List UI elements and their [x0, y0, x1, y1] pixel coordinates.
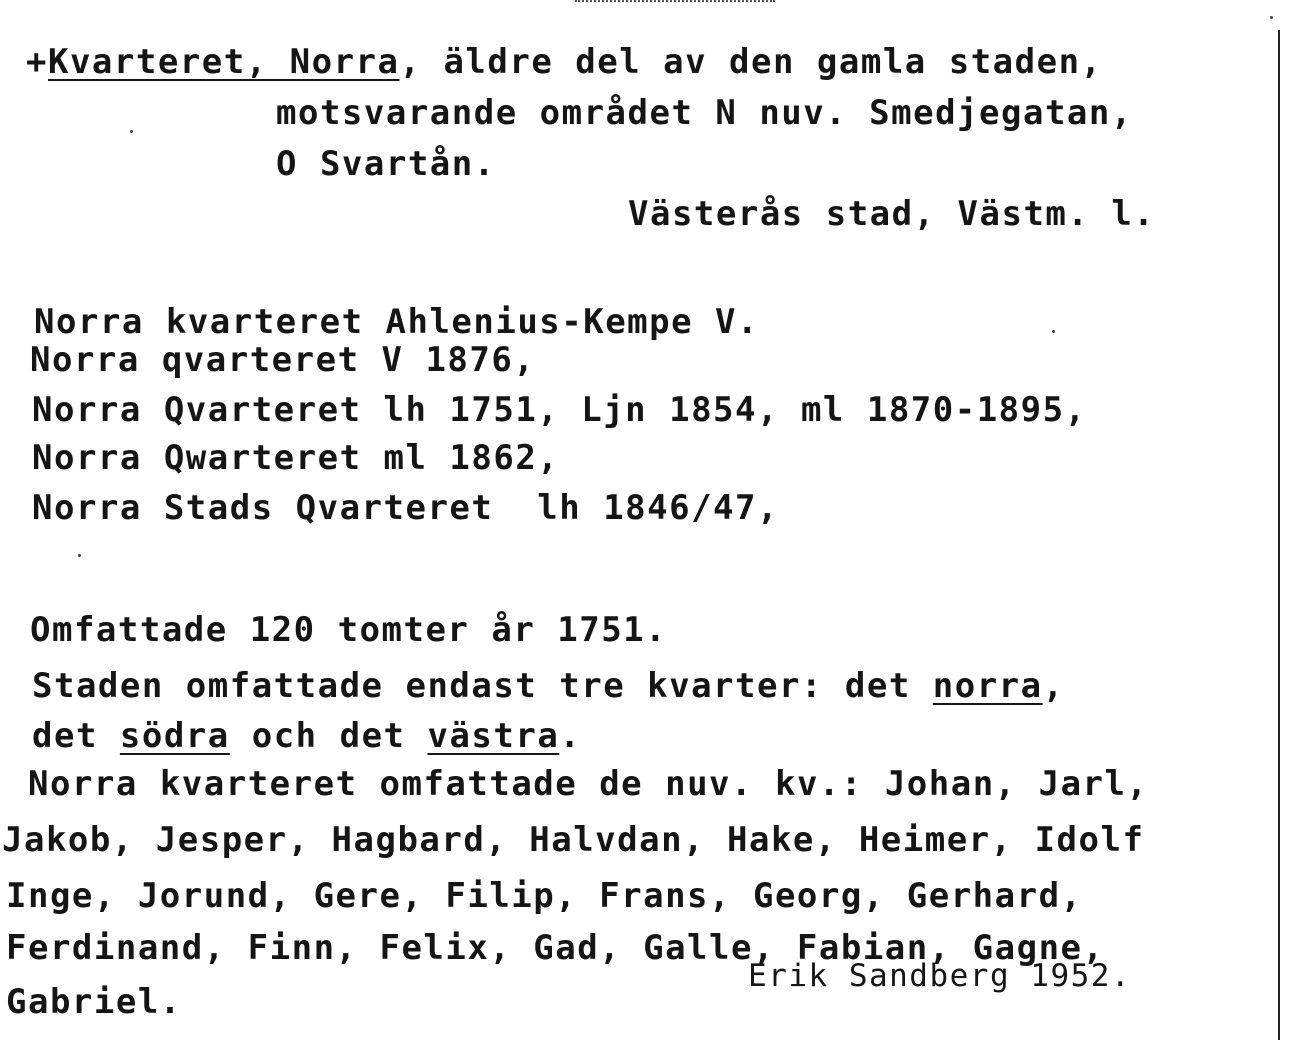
note-line: Inge, Jorund, Gere, Filip, Frans, Georg, Gerhard,: [6, 876, 1083, 916]
underlined-word: västra: [427, 716, 560, 756]
scan-speck: [78, 554, 81, 557]
note-line: Omfattade 120 tomter år 1751.: [30, 610, 668, 650]
note-line: det södra och det västra.: [32, 716, 582, 756]
heading-line: [26, 42, 1103, 82]
scan-mark: [575, 0, 775, 6]
note-line: Staden omfattade endast tre kvarter: det norra,: [32, 666, 1065, 706]
scan-speck: [1052, 330, 1055, 333]
form-line: Norra qvarteret V 1876,: [30, 340, 536, 380]
note-line: Gabriel.: [6, 982, 182, 1022]
location-line: Västerås stad, Västm. l.: [628, 194, 1156, 234]
description-line-2: motsvarande området N nuv. Smedjegatan,: [276, 93, 1133, 133]
form-line: Norra Stads Qvarteret lh 1846/47,: [32, 488, 779, 528]
card-edge-rule: [1278, 30, 1280, 1040]
form-line: Norra kvarteret Ahlenius-Kempe V.: [34, 302, 760, 342]
form-line: Norra Qvarteret lh 1751, Ljn 1854, ml 1870-1895,: [32, 390, 1087, 430]
note-line: Jakob, Jesper, Hagbard, Halvdan, Hake, Heimer, Idolf: [2, 820, 1145, 860]
signature: Erik Sandberg 1952.: [748, 958, 1132, 994]
heading-term: Kvarteret, Norra: [47, 42, 400, 82]
note-line: Ferdinand, Finn, Felix, Gad, Galle, Fabian, Gagne,: [6, 928, 1105, 968]
underlined-word: norra: [932, 666, 1043, 706]
heading-prefix: +: [26, 42, 48, 82]
underlined-word: södra: [119, 716, 230, 756]
description-line-3: O Svartån.: [276, 144, 496, 184]
form-line: Norra Qwarteret ml 1862,: [32, 438, 560, 478]
note-line: Norra kvarteret omfattade de nuv. kv.: Johan, Jarl,: [28, 764, 1149, 804]
scan-speck: [130, 130, 133, 133]
scan-speck: [1270, 16, 1273, 19]
heading-rest: , äldre del av den gamla staden,: [399, 42, 1103, 82]
